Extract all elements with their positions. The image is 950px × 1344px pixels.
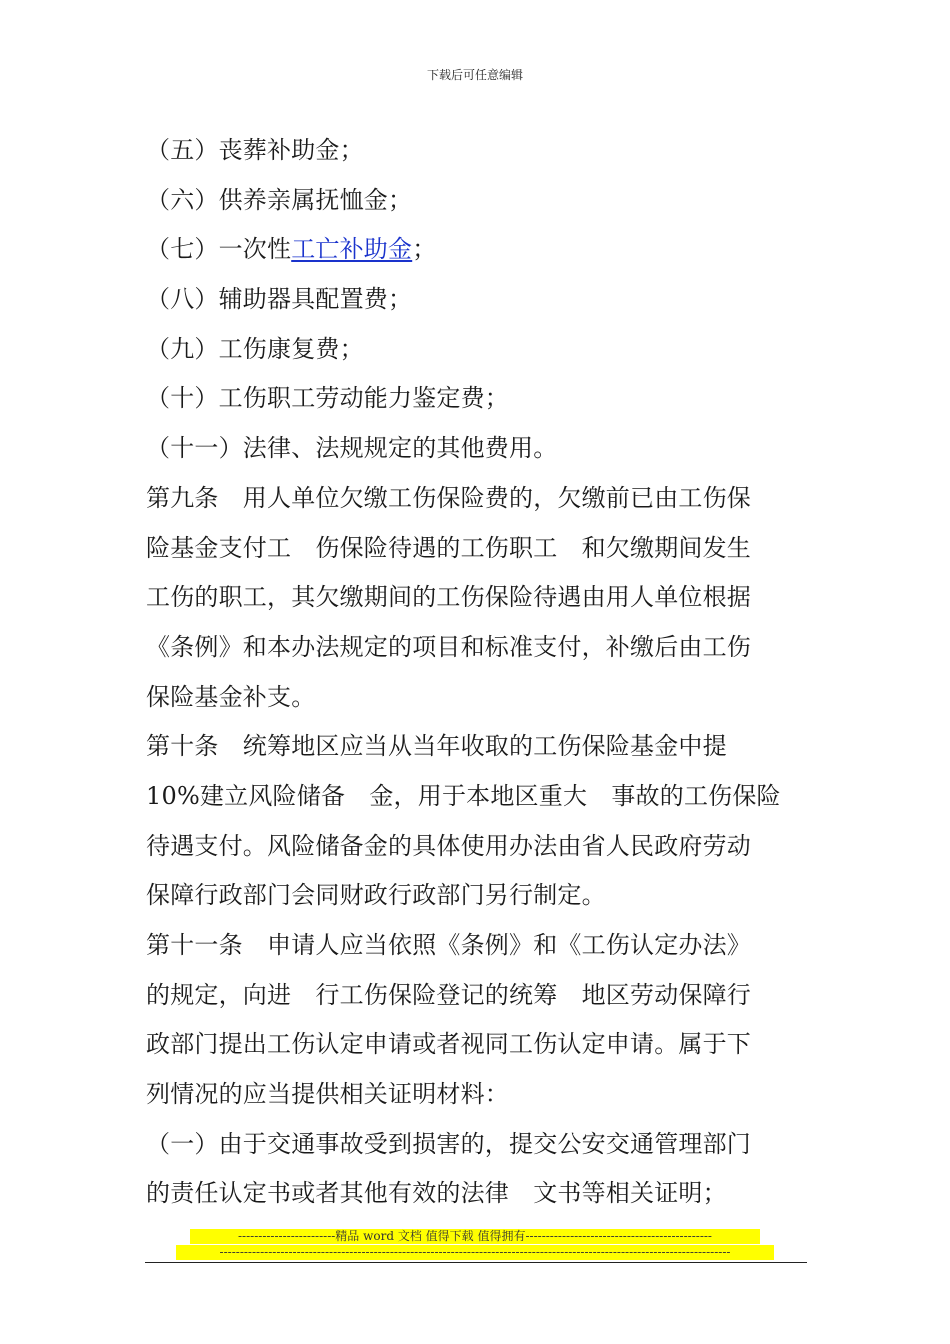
text-line xyxy=(146,424,808,474)
line-text: 的规定，向进 行工伤保险登记的统筹 地区劳动保障行 xyxy=(146,980,751,1009)
line-text: （六）供养亲属抚恤金； xyxy=(146,185,413,214)
line-text: 保障行政部门会同财政行政部门另行制定。 xyxy=(146,881,606,910)
line-text: 第十一条 申请人应当依照《条例》和《工伤认定办法》 xyxy=(146,931,751,959)
text-line xyxy=(146,971,808,1021)
footer-banner-line-2: ------------------------------------------------------------------------------------------------------------------------------ xyxy=(176,1245,774,1260)
document-body xyxy=(146,126,808,1219)
hyperlink-gongwang-buzhujin[interactable]: 工亡补助金 xyxy=(291,235,413,264)
text-line xyxy=(146,225,808,275)
text-line xyxy=(146,474,808,524)
text-line xyxy=(146,772,808,822)
footer-divider xyxy=(145,1262,807,1263)
text-line xyxy=(146,871,808,921)
line-text: 政部门提出工伤认定申请或者视同工伤认定申请。属于下 xyxy=(146,1030,751,1059)
line-text: 的责任认定书或者其他有效的法律 文书等相关证明； xyxy=(146,1179,727,1208)
line-text: 险基金支付工 伤保险待遇的工伤职工 和欠缴期间发生 xyxy=(146,533,751,562)
text-line xyxy=(146,623,808,673)
line-text: （八）辅助器具配置费； xyxy=(146,285,413,314)
text-line xyxy=(146,275,808,325)
line-text: 第九条 用人单位欠缴工伤保险费的，欠缴前已由工伤保 xyxy=(146,483,751,512)
line-text: 保险基金补支。 xyxy=(146,682,316,711)
text-line xyxy=(146,325,808,375)
line-text: 工伤的职工，其欠缴期间的工伤保险待遇由用人单位根据 xyxy=(146,583,751,612)
text-line xyxy=(146,126,808,176)
text-line xyxy=(146,374,808,424)
text-line xyxy=(146,176,808,226)
line-text: 10%建立风险储备 金，用于本地区重大 事故的工伤保险 xyxy=(146,781,781,810)
text-line xyxy=(146,822,808,872)
text-line xyxy=(146,573,808,623)
text-line xyxy=(146,921,808,971)
text-line xyxy=(146,1070,808,1120)
text-line xyxy=(146,1020,808,1070)
line-text: 列情况的应当提供相关证明材料： xyxy=(146,1080,509,1109)
text-line xyxy=(146,673,808,723)
footer-banner-line-1: ------------------------精品 word 文档 值得下载 值得拥有---------------------------------------------- xyxy=(190,1229,760,1244)
line-text: （一）由于交通事故受到损害的，提交公安交通管理部门 xyxy=(146,1129,751,1158)
text-line xyxy=(146,524,808,574)
line-text: （九）工伤康复费； xyxy=(146,334,364,363)
line-text: （七）一次性 xyxy=(146,235,292,264)
line-text: ； xyxy=(412,235,437,264)
text-line xyxy=(146,1169,808,1219)
text-line xyxy=(146,1120,808,1170)
line-text: （十）工伤职工劳动能力鉴定费； xyxy=(146,384,509,413)
header-note: 下载后可任意编辑 xyxy=(426,68,523,82)
line-text: 待遇支付。风险储备金的具体使用办法由省人民政府劳动 xyxy=(146,831,751,860)
line-text: （五）丧葬补助金； xyxy=(146,136,364,164)
line-text: 《条例》和本办法规定的项目和标准支付，补缴后由工伤 xyxy=(146,632,751,661)
line-text: 第十条 统筹地区应当从当年收取的工伤保险基金中提 xyxy=(146,732,727,761)
line-text: （十一）法律、法规规定的其他费用。 xyxy=(146,434,558,463)
text-line xyxy=(146,722,808,772)
